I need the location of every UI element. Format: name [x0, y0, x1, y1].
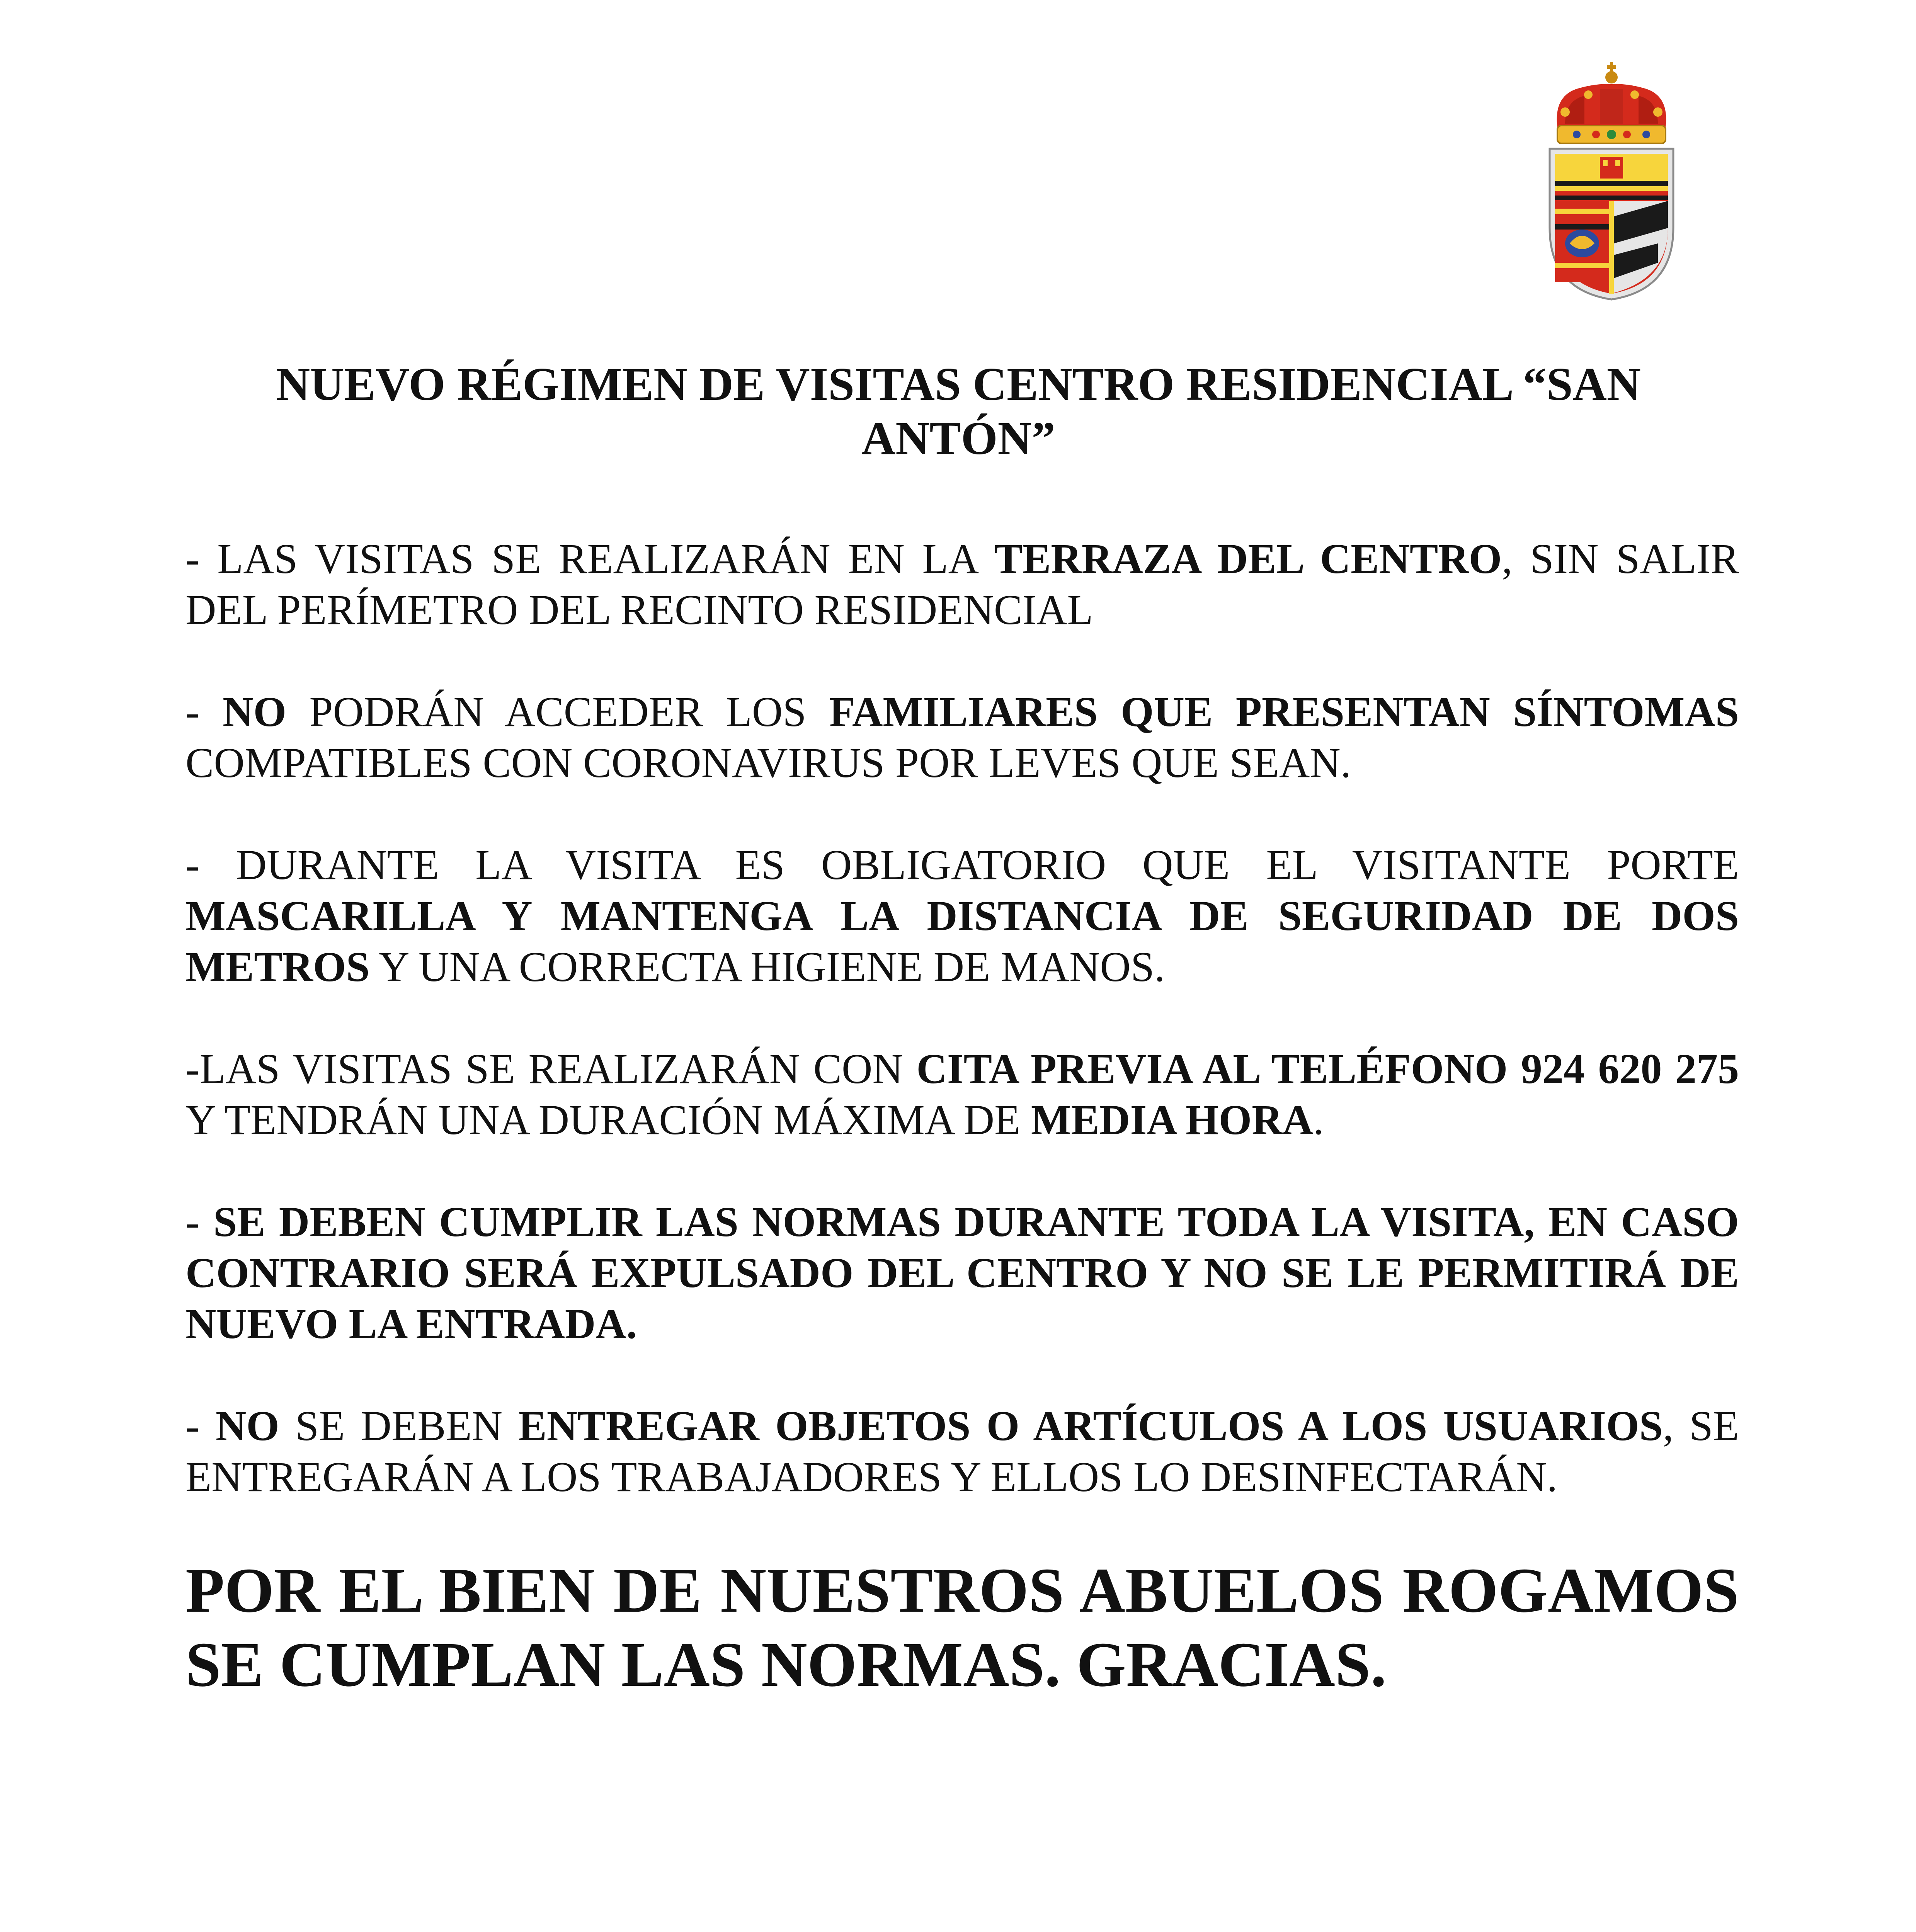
- text-run: -LAS VISITAS SE REALIZARÁN CON: [185, 1045, 917, 1092]
- bold-text: MEDIA HORA: [1031, 1096, 1314, 1143]
- crown-icon: [1557, 62, 1666, 143]
- bold-text: SE DEBEN CUMPLIR LAS NORMAS DURANTE TODA LA VISITA, EN CASO CONTRARIO SERÁ EXPULSADO DEL CENTRO Y NO SE LE PERMITIRÁ DE NUEVO LA ENTRADA.: [185, 1198, 1739, 1347]
- text-run: Y UNA CORRECTA HIGIENE DE MANOS.: [369, 943, 1165, 990]
- bold-text: MASCARILLA Y MANTENGA LA DISTANCIA DE SEGURIDAD DE DOS METROS: [185, 892, 1739, 990]
- shield-icon: [1550, 149, 1673, 299]
- text-run: , SE ENTREGARÁN A LOS TRABAJADORES Y ELLOS LO DESINFECTARÁN.: [185, 1402, 1739, 1500]
- closing-message: POR EL BIEN DE NUESTROS ABUELOS ROGAMOS SE CUMPLAN LAS NORMAS. GRACIAS.: [185, 1555, 1739, 1700]
- text-run: - LAS VISITAS SE REALIZARÁN EN LA: [185, 535, 994, 582]
- text-run: Y TENDRÁN UNA DURACIÓN MÁXIMA DE: [185, 1096, 1031, 1143]
- text-run: -: [185, 688, 223, 735]
- coat-of-arms-icon: [1542, 62, 1681, 301]
- bold-text: TERRAZA DEL CENTRO: [994, 535, 1502, 582]
- rule-paragraph: [185, 1043, 1739, 1145]
- text-run: .: [1313, 1096, 1324, 1143]
- bold-text: FAMILIARES QUE PRESENTAN SÍNTOMAS: [829, 688, 1739, 735]
- bold-text: NO: [223, 688, 287, 735]
- text-run: -: [185, 1198, 213, 1245]
- rule-paragraph: [185, 839, 1739, 992]
- text-run: , SIN SALIR DEL PERÍMETRO DEL RECINTO RESIDENCIAL: [185, 535, 1739, 633]
- bold-text: NO: [215, 1402, 279, 1449]
- text-run: PODRÁN ACCEDER LOS: [286, 688, 829, 735]
- visit-rules: [185, 533, 1739, 1702]
- page-title: NUEVO RÉGIMEN DE VISITAS CENTRO RESIDENCIAL “SAN ANTÓN”: [276, 358, 1641, 464]
- rule-paragraph: [185, 686, 1739, 788]
- rule-paragraph: [185, 533, 1739, 635]
- rule-paragraph: [185, 1196, 1739, 1349]
- rule-paragraph: [185, 1400, 1739, 1502]
- text-run: COMPATIBLES CON CORONAVIRUS POR LEVES QUE SEAN.: [185, 739, 1351, 786]
- text-run: SE DEBEN: [279, 1402, 519, 1449]
- text-run: -: [185, 1402, 216, 1449]
- bold-text: ENTREGAR OBJETOS O ARTÍCULOS A LOS USUARIOS: [518, 1402, 1663, 1449]
- bold-text: CITA PREVIA AL TELÉFONO 924 620 275: [916, 1045, 1739, 1092]
- text-run: - DURANTE LA VISITA ES OBLIGATORIO QUE EL VISITANTE PORTE: [185, 841, 1739, 888]
